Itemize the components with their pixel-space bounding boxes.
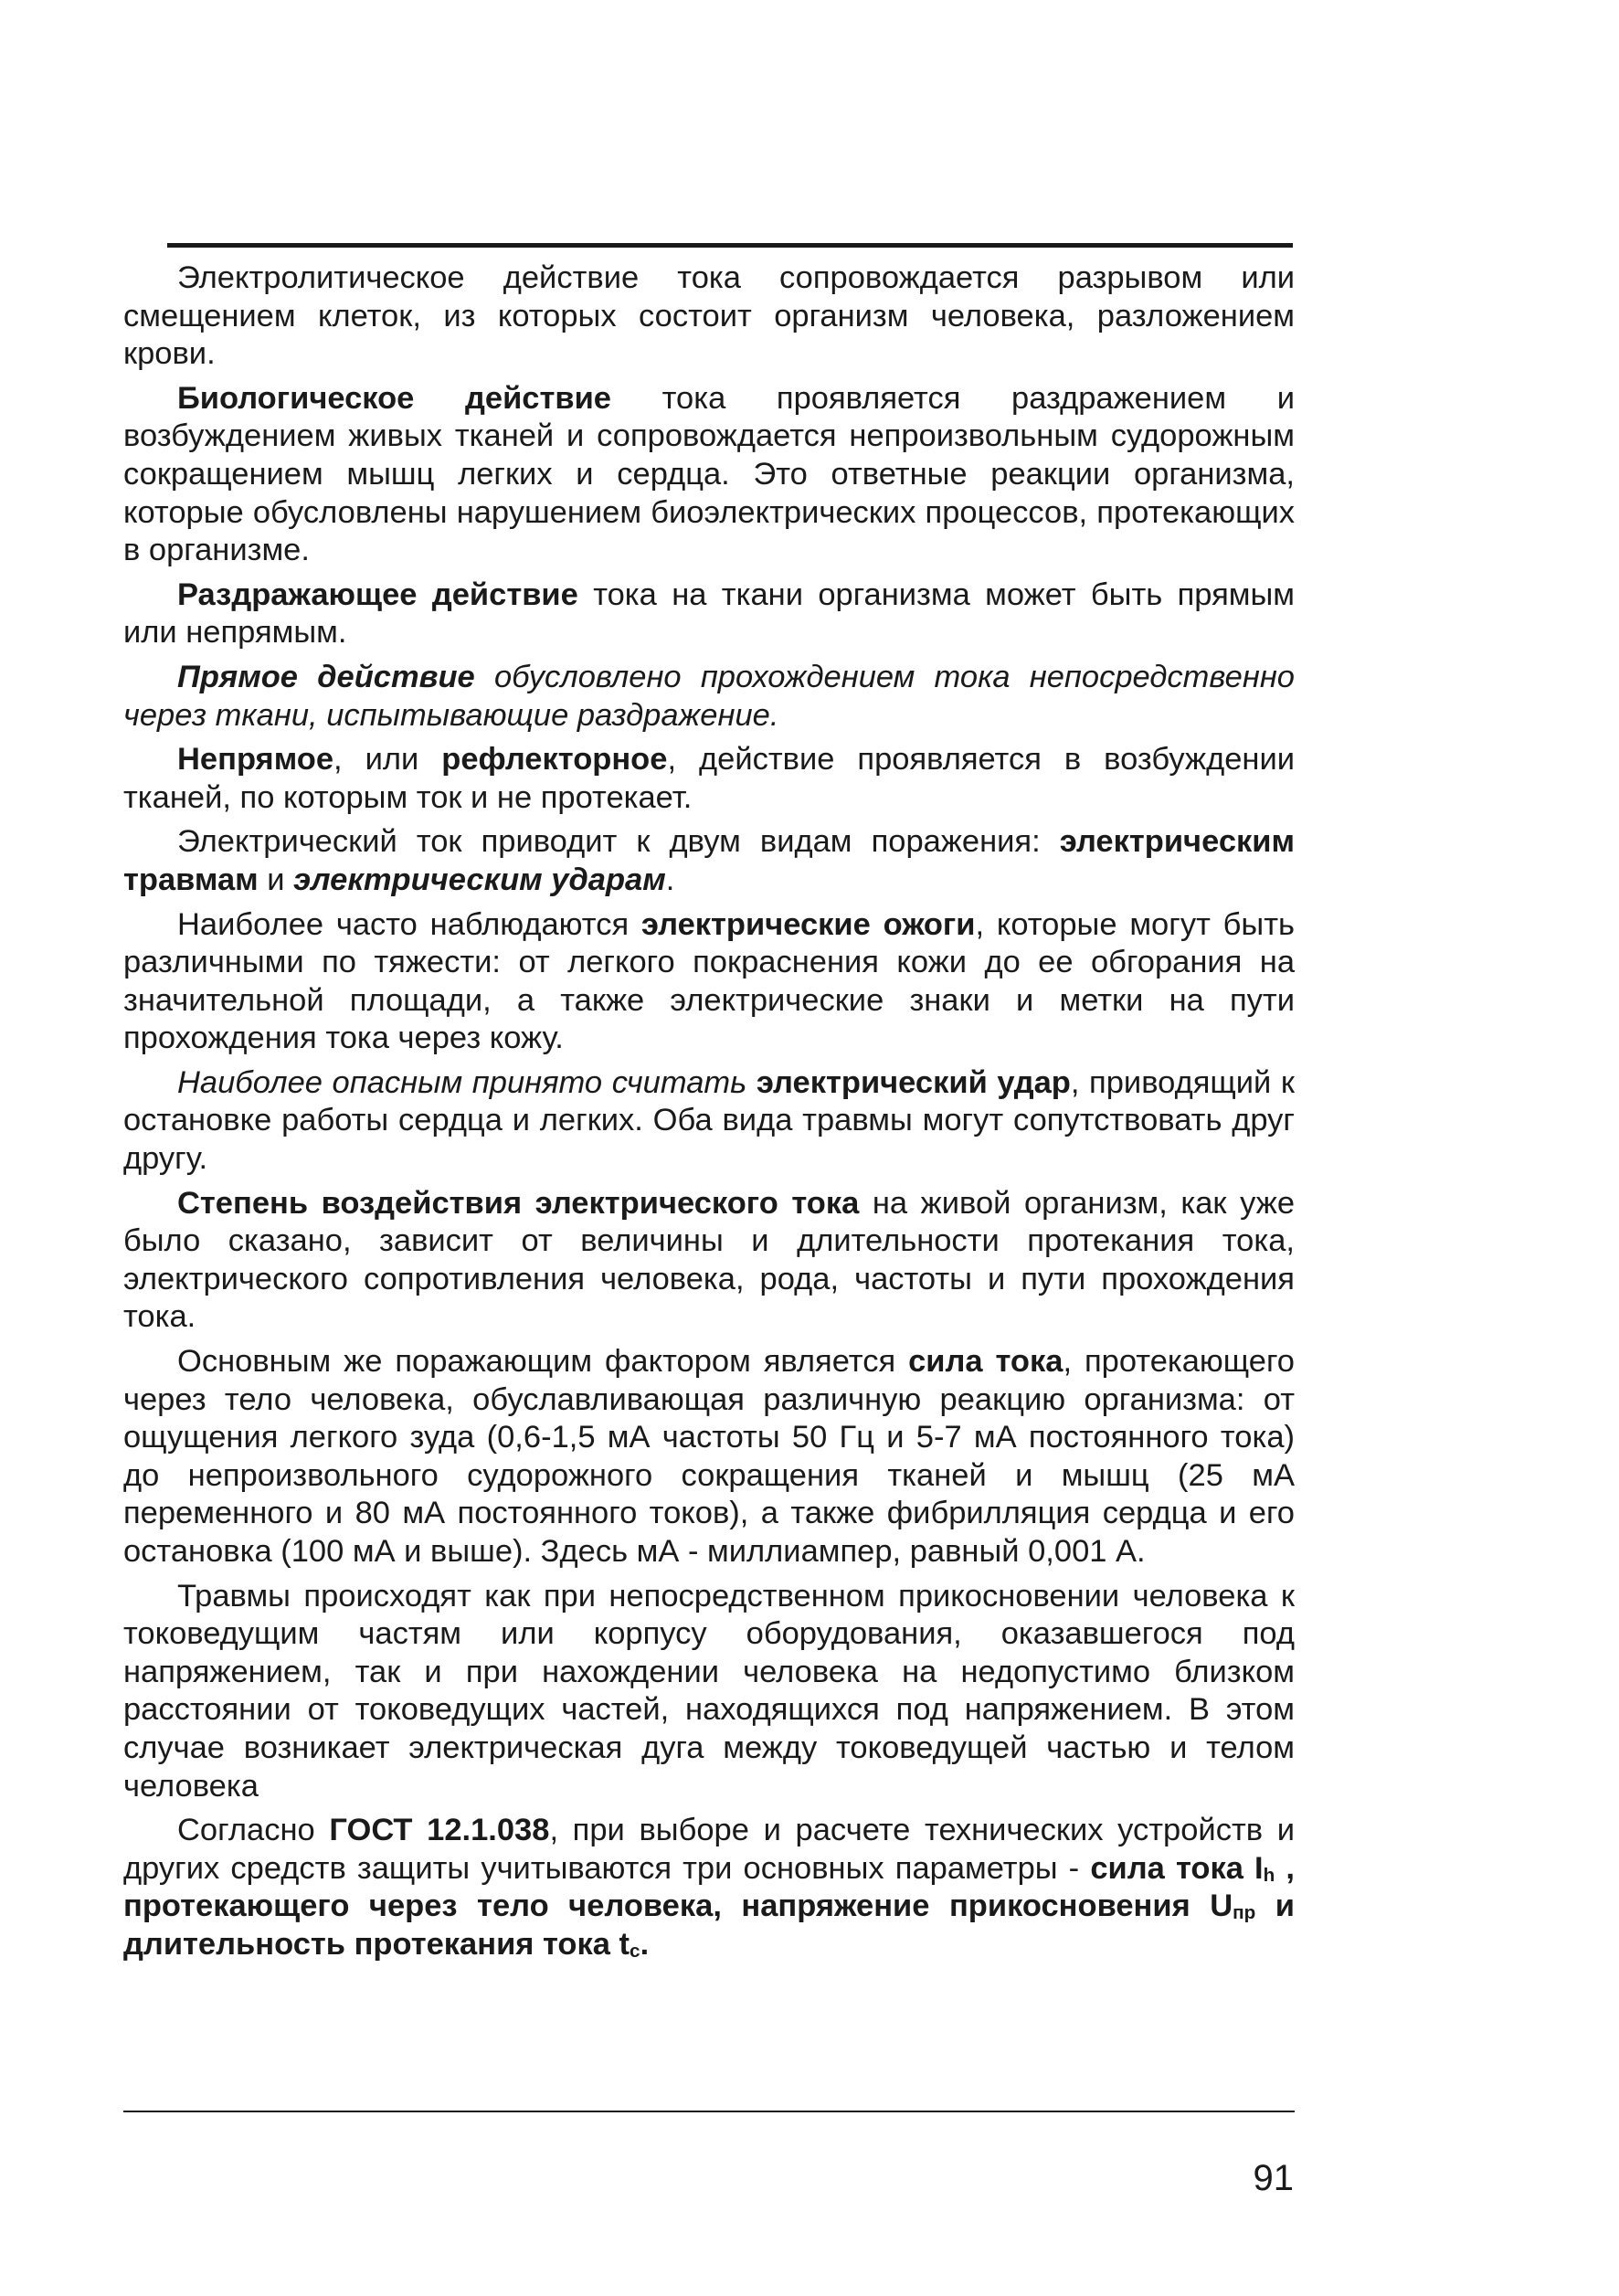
paragraph xyxy=(123,906,1295,1058)
text-segment: и длительность протекания тока t xyxy=(123,1889,1295,1962)
text-segment: пр xyxy=(1233,1902,1256,1924)
text-segment: h xyxy=(1263,1864,1275,1886)
paragraph xyxy=(123,380,1295,570)
paragraph xyxy=(123,1578,1295,1806)
text-segment: ГОСТ 12.1.038 xyxy=(329,1813,550,1848)
text-segment: , протекающего через тело человека, обуславливающая различную реакцию организма: от ощущения легкого зуда (0,6-1,5 мА частоты 50 Гц и 5-7 мА постоянного тока) до непроизвольного судорожного сокращения тканей и мышц (25 мА переменного и 80 мА постоянного токов), а также фибрилляция сердца и его остановка (100 мА и выше). Здесь мА - миллиампер, равный 0,001 А. xyxy=(123,1344,1295,1569)
text-segment: Непрямое xyxy=(177,742,334,778)
text-segment: , действие проявляется в возбуждении тканей, по которым ток и не протекает. xyxy=(123,742,1295,815)
text-segment: Биологическое действие xyxy=(177,380,611,416)
text-segment: Травмы происходят как при непосредственном прикосновении человека к токоведущим частям или корпусу оборудования, оказавшегося под напряжением, так и при нахождении человека на недопустимо близком расстоянии от токоведущих частей, находящихся под напряжением. В этом случае возникает электрическая дуга между токоведущей частью и телом человека xyxy=(123,1578,1295,1804)
paragraph xyxy=(123,823,1295,899)
text-segment: тока на ткани организма может быть прямым или непрямым. xyxy=(123,577,1296,651)
text-segment: c xyxy=(630,1941,640,1963)
footer-rule xyxy=(123,2111,1295,2112)
text-segment: , приводящий к остановке работы сердца и легких. Оба вида травмы могут сопутствовать друг другу. xyxy=(123,1064,1295,1177)
text-segment: Наиболее часто наблюдаются xyxy=(177,906,641,942)
page-number: 91 xyxy=(1253,2158,1294,2198)
text-segment: электрическим ударам xyxy=(293,862,666,897)
top-rule xyxy=(167,243,1293,248)
text-segment: тока проявляется раздражением и возбуждением живых тканей и сопровождается непроизвольным судорожным сокращением мышц легких и сердца. Это ответные реакции организма, которые обусловлены нарушением биоэлектрических процессов, протекающих в организме. xyxy=(123,380,1295,568)
text-segment: , при выборе и расчете технических устройств и других средств защиты учитываются три основных параметры - xyxy=(123,1813,1295,1886)
text-segment: электрический удар xyxy=(756,1064,1071,1100)
text-segment: сила тока xyxy=(908,1344,1063,1380)
text-segment: обусловлено прохождением тока непосредственно через ткани, испытывающие раздражение. xyxy=(123,659,1295,733)
text-segment: рефлекторное xyxy=(441,742,668,778)
text-segment: , или xyxy=(333,742,442,778)
paragraph xyxy=(123,741,1295,817)
text-segment: Электролитическое действие тока сопровождается разрывом или смещением клеток, из которых состоит организм человека, разложением крови. xyxy=(123,260,1295,372)
paragraph xyxy=(123,1812,1295,1963)
paragraph xyxy=(123,1064,1295,1179)
text-segment: Наиболее опасным принято считать xyxy=(177,1064,757,1100)
paragraph xyxy=(123,1185,1295,1337)
paragraph xyxy=(123,1343,1295,1571)
text-segment: , протекающего через тело человека, напряжение прикосновения U xyxy=(123,1850,1295,1924)
text-segment: на живой организм, как уже было сказано, зависит от величины и длительности протекания тока, электрического сопротивления человека, рода, частоты и пути прохождения тока. xyxy=(123,1185,1295,1335)
paragraph xyxy=(123,259,1295,374)
paragraph xyxy=(123,659,1295,735)
text-segment: Согласно xyxy=(177,1813,330,1848)
text-segment: . xyxy=(665,862,675,897)
body-text xyxy=(123,259,1295,1971)
text-segment: Электрический ток приводит к двум видам поражения: xyxy=(177,824,1060,860)
text-segment: . xyxy=(640,1926,650,1962)
text-segment: Прямое действие xyxy=(177,659,475,694)
text-segment: сила тока I xyxy=(1090,1850,1264,1886)
text-segment: Степень воздействия электрического тока xyxy=(177,1185,860,1221)
text-segment: Раздражающее действие xyxy=(177,577,578,612)
text-segment: электрическим травмам xyxy=(123,824,1295,897)
text-segment: и xyxy=(258,862,294,897)
text-segment: электрические ожоги xyxy=(640,906,976,942)
text-segment: Основным же поражающим фактором является xyxy=(177,1344,909,1380)
paragraph xyxy=(123,577,1295,652)
text-segment: , которые могут быть различными по тяжести: от легкого покраснения кожи до ее обгорания на значительной площади, а также электрические знаки и метки на пути прохождения тока через кожу. xyxy=(123,906,1295,1056)
